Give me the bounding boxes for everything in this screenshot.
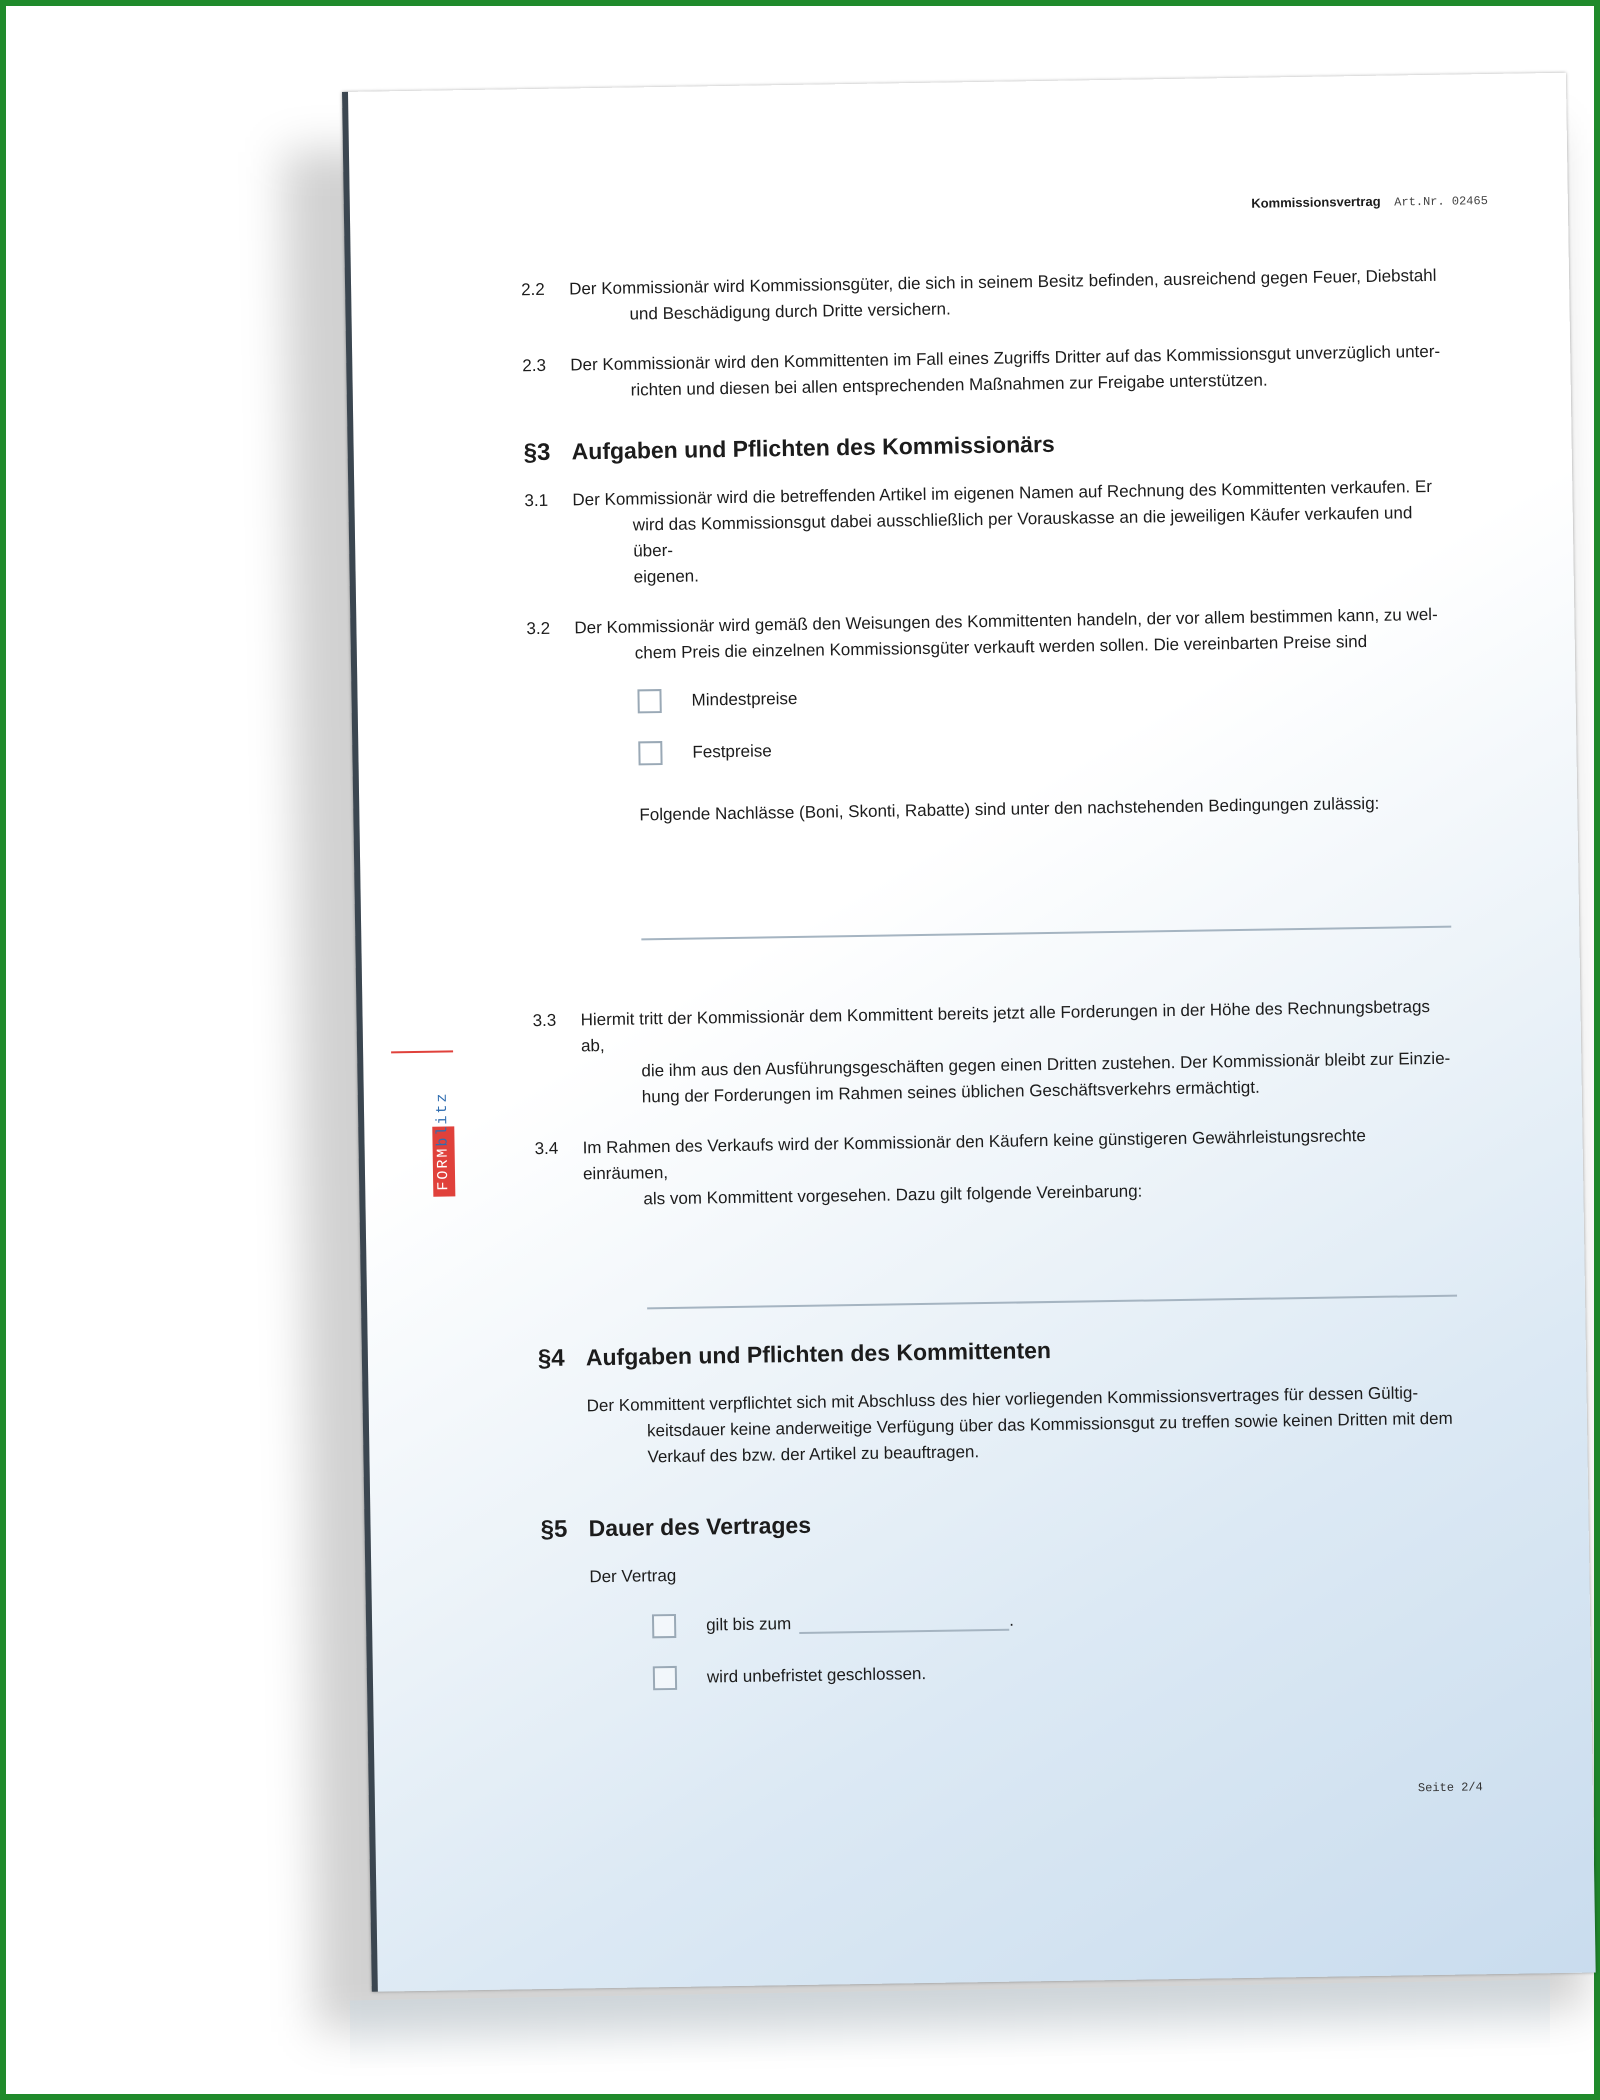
clause-2-2 xyxy=(521,263,1442,329)
discount-fill-line[interactable] xyxy=(641,926,1451,941)
page-number: Seite 2/4 xyxy=(1417,1780,1483,1796)
clause-number: 3.2 xyxy=(526,618,551,639)
clause-text: Der Kommissionär wird Kommissionsgüter, die sich in seinem Besitz befinden, ausreichend gegen Feuer, Diebstahl und Beschädigung durch Dritte versichern. xyxy=(568,265,1437,324)
document-title: Kommissionsvertrag xyxy=(1251,193,1381,211)
option-label: gilt bis zum xyxy=(705,1614,792,1635)
section-4-heading xyxy=(538,1331,1458,1372)
checkbox-gilt-bis[interactable] xyxy=(652,1614,676,1638)
clause-text: Im Rahmen des Verkaufs wird der Kommissionär den Käufern keine günstigeren Gewährleistungsrechte einräumen, als vom Kommittent vorgesehen. Dazu gilt folgende Vereinbarung: xyxy=(582,1126,1367,1209)
section-4-text: Der Kommittent verpflichtet sich mit Abschluss des hier vorliegenden Kommissionsvertrages für dessen Gültig- keitsdauer keine anderweitige Verfügung über das Kommissionsgut zu treffen sowie keinen Dritten mit dem Verkauf des bzw. der Artikel zu beauftragen. xyxy=(586,1383,1453,1467)
option-end-dot: . xyxy=(1008,1610,1015,1630)
clause-3-2 xyxy=(526,602,1447,668)
document-page xyxy=(342,73,1596,1992)
clause-number: 3.4 xyxy=(534,1138,559,1159)
clause-text: Der Kommissionär wird die betreffenden Artikel im eigenen Namen auf Rechnung des Kommittenten verkaufen. Er wird das Kommissionsgut dabei ausschließlich per Vorauskasse an die jeweiligen Käufer verkaufen und über- eigenen. xyxy=(572,476,1433,587)
option-label: wird unbefristet geschlossen. xyxy=(706,1664,927,1687)
section-3-heading xyxy=(523,425,1443,466)
clause-3-4 xyxy=(534,1122,1455,1214)
option-label: Festpreise xyxy=(692,741,772,762)
option-unbefristet[interactable] xyxy=(653,1649,1463,1696)
section-title: Aufgaben und Pflichten des Kommittenten xyxy=(585,1337,1052,1371)
option-label: Mindestpreise xyxy=(691,688,798,710)
option-festpreise[interactable] xyxy=(638,724,1448,771)
discount-note: Folgende Nachlässe (Boni, Skonti, Rabatte) sind unter den nachstehenden Bedingungen zulässig: xyxy=(639,793,1380,825)
section-number: §3 xyxy=(523,438,551,467)
option-gilt-bis[interactable] xyxy=(652,1597,1462,1644)
checkbox-festpreise[interactable] xyxy=(638,741,662,765)
clause-text: Der Kommissionär wird gemäß den Weisungen des Kommittenten handeln, der vor allem bestimmen kann, zu wel- chem Preis die einzelnen Kommissionsgüter verkauft werden sollen. Die vereinbarten Preise sind xyxy=(574,604,1438,663)
clause-number: 2.3 xyxy=(522,355,547,376)
clause-3-1 xyxy=(524,474,1446,592)
logo-lettering: FORMblitz xyxy=(433,1091,453,1191)
document-body xyxy=(521,263,1463,1697)
checkbox-unbefristet[interactable] xyxy=(653,1666,677,1690)
section-5-heading xyxy=(540,1502,1460,1543)
clause-number: 3.3 xyxy=(532,1010,557,1031)
formblitz-logo xyxy=(431,1050,455,1196)
clause-2-3 xyxy=(522,339,1443,405)
clause-number: 3.1 xyxy=(524,490,549,511)
end-date-field[interactable] xyxy=(799,1611,1009,1634)
section-5-intro: Der Vertrag xyxy=(589,1565,677,1587)
section-number: §4 xyxy=(537,1344,565,1373)
clause-text: Hiermit tritt der Kommissionär dem Kommittent bereits jetzt alle Forderungen in der Höhe des Rechnungsbetrags ab, die ihm aus den Ausführungsgeschäften gegen einen Dritten zustehen. Der Kommissionär bleibt zur Einzie- hung der Forderungen im Rahmen seines üblichen Geschäftsverkehrs ermächtigt. xyxy=(580,997,1451,1107)
section-title: Aufgaben und Pflichten des Kommissionärs xyxy=(571,430,1055,465)
warranty-fill-line[interactable] xyxy=(647,1295,1457,1310)
clause-3-3 xyxy=(532,994,1454,1112)
clause-number: 2.2 xyxy=(520,279,545,300)
section-title: Dauer des Vertrages xyxy=(588,1511,812,1542)
clause-text: Der Kommissionär wird den Kommittenten im Fall eines Zugriffs Dritter auf das Kommissionsgut unverzüglich unter- richten und diesen bei allen entsprechenden Maßnahmen zur Freigabe unterstützen. xyxy=(570,341,1441,400)
page-header xyxy=(1251,192,1488,212)
option-mindestpreise[interactable] xyxy=(637,672,1447,719)
checkbox-mindestpreise[interactable] xyxy=(637,689,661,713)
section-number: §5 xyxy=(540,1515,568,1544)
article-number: Art.Nr. 02465 xyxy=(1394,194,1488,210)
